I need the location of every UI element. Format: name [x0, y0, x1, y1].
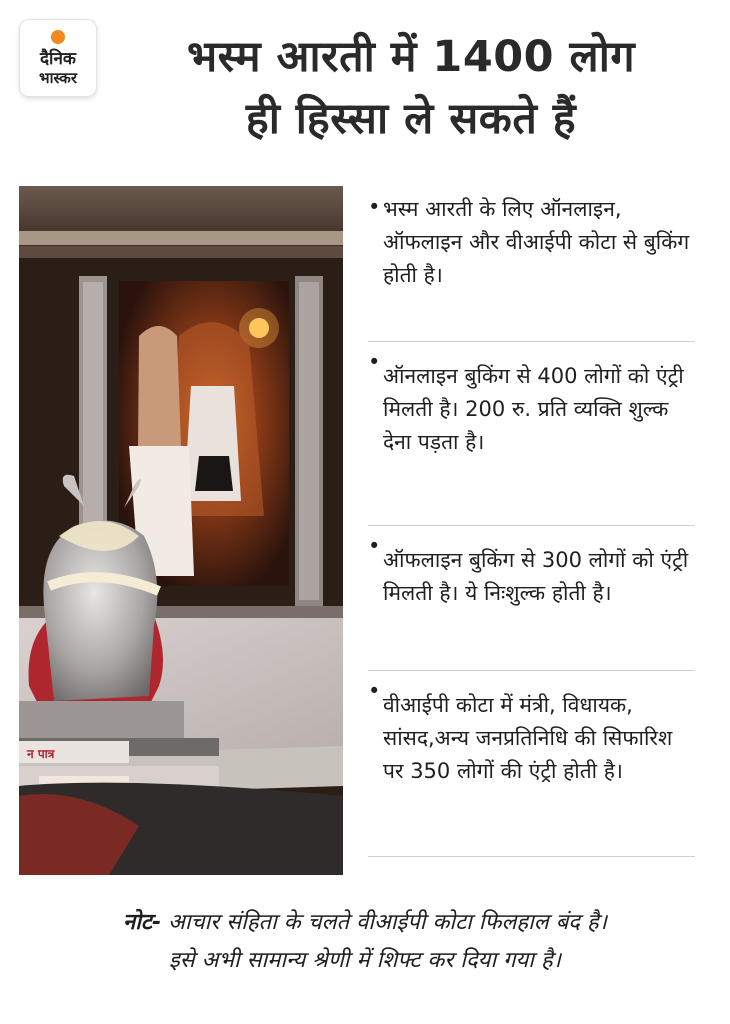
title-line-2: ही हिस्सा ले सकते हैं [245, 94, 577, 144]
info-point [368, 671, 695, 857]
info-point-text: वीआईपी कोटा में मंत्री, विधायक, सांसद,अन्य जनप्रतिनिधि की सिफारिश पर 350 लोगों की एंट्री होती है। [383, 693, 673, 783]
info-point [368, 342, 695, 526]
footnote [20, 904, 710, 980]
page-title [100, 26, 722, 150]
title-line-1: भस्म आरती में 1400 लोग [186, 32, 636, 82]
info-points-list [368, 187, 695, 857]
footnote-line-1 [20, 904, 710, 942]
temple-photo [19, 186, 343, 875]
logo-mark [20, 20, 96, 96]
photo-sign-text: न पात्र [27, 747, 55, 761]
footnote-text-1: आचार संहिता के चलते वीआईपी कोटा फिलहाल बंद है। [168, 910, 607, 935]
logo-line1: दैनिक [40, 49, 76, 69]
logo-sun-dot [51, 30, 65, 44]
logo-line2: भास्कर [39, 69, 77, 87]
info-point-text: भस्म आरती के लिए ऑनलाइन, ऑफलाइन और वीआईपी कोटा से बुकिंग होती है। [383, 197, 690, 287]
bullet-marker: • [368, 679, 381, 703]
bullet-marker: • [368, 195, 381, 219]
info-point-text: ऑनलाइन बुकिंग से 400 लोगों को एंट्री मिलती है। 200 रु. प्रति व्यक्ति शुल्क देना पड़ता है। [383, 364, 684, 454]
info-point [368, 187, 695, 342]
bullet-marker: • [368, 534, 381, 558]
info-point-text: ऑफलाइन बुकिंग से 300 लोगों को एंट्री मिलती है। ये निःशुल्क होती है। [383, 548, 689, 605]
bullet-marker: • [368, 350, 381, 374]
footnote-text-2: इसे अभी सामान्य श्रेणी में शिफ्ट कर दिया गया है। [169, 948, 561, 973]
footnote-label: नोट- [123, 910, 162, 935]
info-point [368, 526, 695, 671]
dainik-bhaskar-logo[interactable] [20, 20, 96, 96]
